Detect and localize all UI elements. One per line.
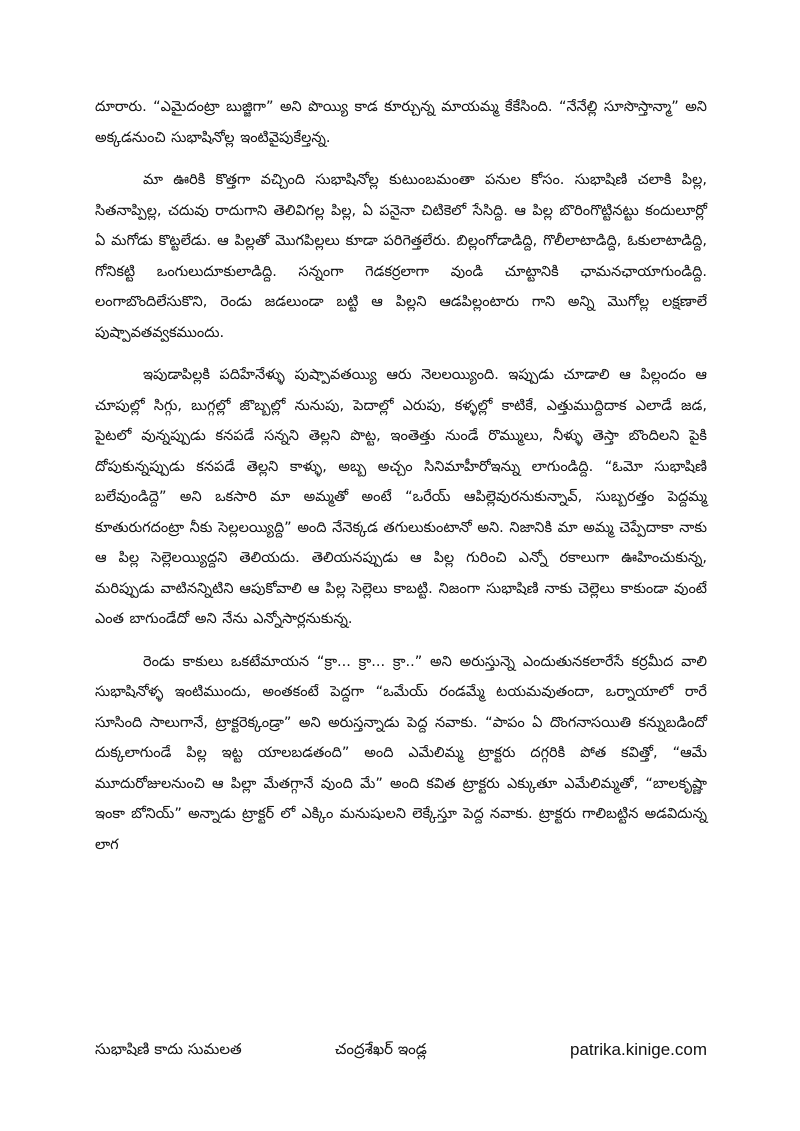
page-footer (95, 1040, 707, 1064)
story-body (95, 92, 707, 872)
footer-author: చంద్రశేఖర్ ఇండ్ల (335, 1040, 427, 1058)
footer-story-title: సుభాషిణి కాదు సుమలత (95, 1040, 242, 1058)
paragraph-4: రెండు కాకులు ఒకటేమాయన “క్రా... క్రా... క్రా..” అని అరుస్తున్నె ఎందుతునకలారేసే కర్రమీద వాలి సుభాషినోళ్ళ ఇంటిముందు, అంతకంటే పెద్దగా “ఒమేయ్ రండమ్మే టయమవుతందా, ఒర్నాయాలో రారే సూసింది సాలుగానే, ట్రాక్టరెక్కండ్రా” అని అరుస్తన్నాడు పెద్ద నవాకు. “పాపం ఏ దొంగనాసయితి కన్నుబడిందో దుక్కలాగుండే పిల్ల ఇట్ట యాలబడతంది” అంది ఎమేలిమ్మ ట్రాక్టరు దగ్గరికి పోత కవిత్తో, “ఆమే మూదురోజులనుంచి ఆ పిల్లా మేతగ్గానే వుంది మే” అంది కవిత ట్రాక్టరు ఎక్కుతూ ఎమేలిమ్మతో, “బాలకృష్ణా ఇంకా బోనియ్” అన్నాడు ట్రాక్టర్ లో ఎక్కిం మనుషులని లెక్కేస్తూ పెద్ద నవాకు. ట్రాక్టరు గాలిబట్టిన అడవిదున్న లాగ (95, 653, 707, 853)
paragraph-3: ఇపుడాపిల్లకి పదిహేనేళ్ళు పుష్పావతయ్యి ఆరు నెలలయ్యింది. ఇప్పుడు చూడాలి ఆ పిల్లందం ఆ చూపుల్లో సిగ్గు, బుగ్గల్లో జొబ్బల్లో నునుపు, పెదాల్లో ఎరుపు, కళ్ళల్లో కాటికే, ఎత్తుముద్దిదాక ఎలాడే జడ, పైటలో వున్నప్పుడు కనపడే సన్నని తెల్లని పొట్ట, ఇంతెత్తు నుండే రొమ్ములు, నీళ్ళు తెస్తా బొందిలని పైకి దోపుకున్నప్పుడు కనపడే తెల్లని కాళ్ళు, అబ్బ అచ్చం సినిమాహీరోఇన్ను లాగుండిద్ది. “ఓమో సుభాషిణి బలేవుండిద్దె” అని ఒకసారి మా అమ్మతో అంటే “ఒరేయ్ ఆపిల్లెవురనుకున్నావ్, సుబ్బరత్తం పెద్దమ్మ కూతురుగదంట్రా నీకు సెల్లలయ్యిద్ది” అంది నేనెక్కడ తగులుకుంటానో అని. నిజానికి మా అమ్మ చెప్పేదాకా నాకు ఆ పిల్ల సెల్లెలయ్యిద్దని తెలియదు. తెలియనప్పుడు ఆ పిల్ల గురించి ఎన్నో రకాలుగా ఊహించుకున్న, మరిప్పుడు వాటినన్నిటిని ఆపుకోవాలి ఆ పిల్ల సెల్లెలు కాబట్టి. నిజంగా సుభాషిణి నాకు చెల్లెలు కాకుండా వుంటే ఎంత బాగుండేదో అని నేను ఎన్నోసార్లనుకున్న. (95, 367, 707, 627)
paragraph-1: దూరారు. “ఎమైదంట్రా బుజ్జిగా” అని పొయ్యి కాడ కూర్చున్న మాయమ్మ కేకేసింది. “నేనేల్లి సూసొస్తాన్మా” అని అక్కడనుంచి సుభాషినోల్ల ఇంటివైపుకేల్తన్న. (95, 99, 707, 146)
footer-site-link[interactable]: patrika.kinige.com (569, 1040, 707, 1059)
paragraph-2: మా ఊరికి కొత్తగా వచ్చింది సుభాషినోల్ల కుటుంబమంతా పనుల కోసం. సుభాషిణి చలాకి పిల్ల, సితనాప్పిల్ల, చదువు రాదుగాని తెలివిగల్ల పిల్ల, ఏ పనైనా చిటికెలో సేసిద్ది. ఆ పిల్ల బొరింగొట్టినట్టు కందులూర్లో ఏ మగోడు కొట్టలేడు. ఆ పిల్లతో మొగపిల్లలు కూడా పరిగెత్తలేరు. బిల్లంగోడాడిద్ది, గొలీలాటాడిద్ది, ఓకులాటాడిద్ది, గోనికట్టి ఒంగులుదూకులాడిద్ది. సన్నంగా గెడకర్రలాగా వుండి చూట్టానికి ఛామనఛాయాగుండిద్ది. లంగాబొందిలేసుకొని, రెండు జడలుండా బట్టి ఆ పిల్లని ఆడపిల్లంటారు గాని అన్ని మొగోల్ల లక్షణాలే పుష్పావతవ్వకముందు. (95, 172, 707, 341)
